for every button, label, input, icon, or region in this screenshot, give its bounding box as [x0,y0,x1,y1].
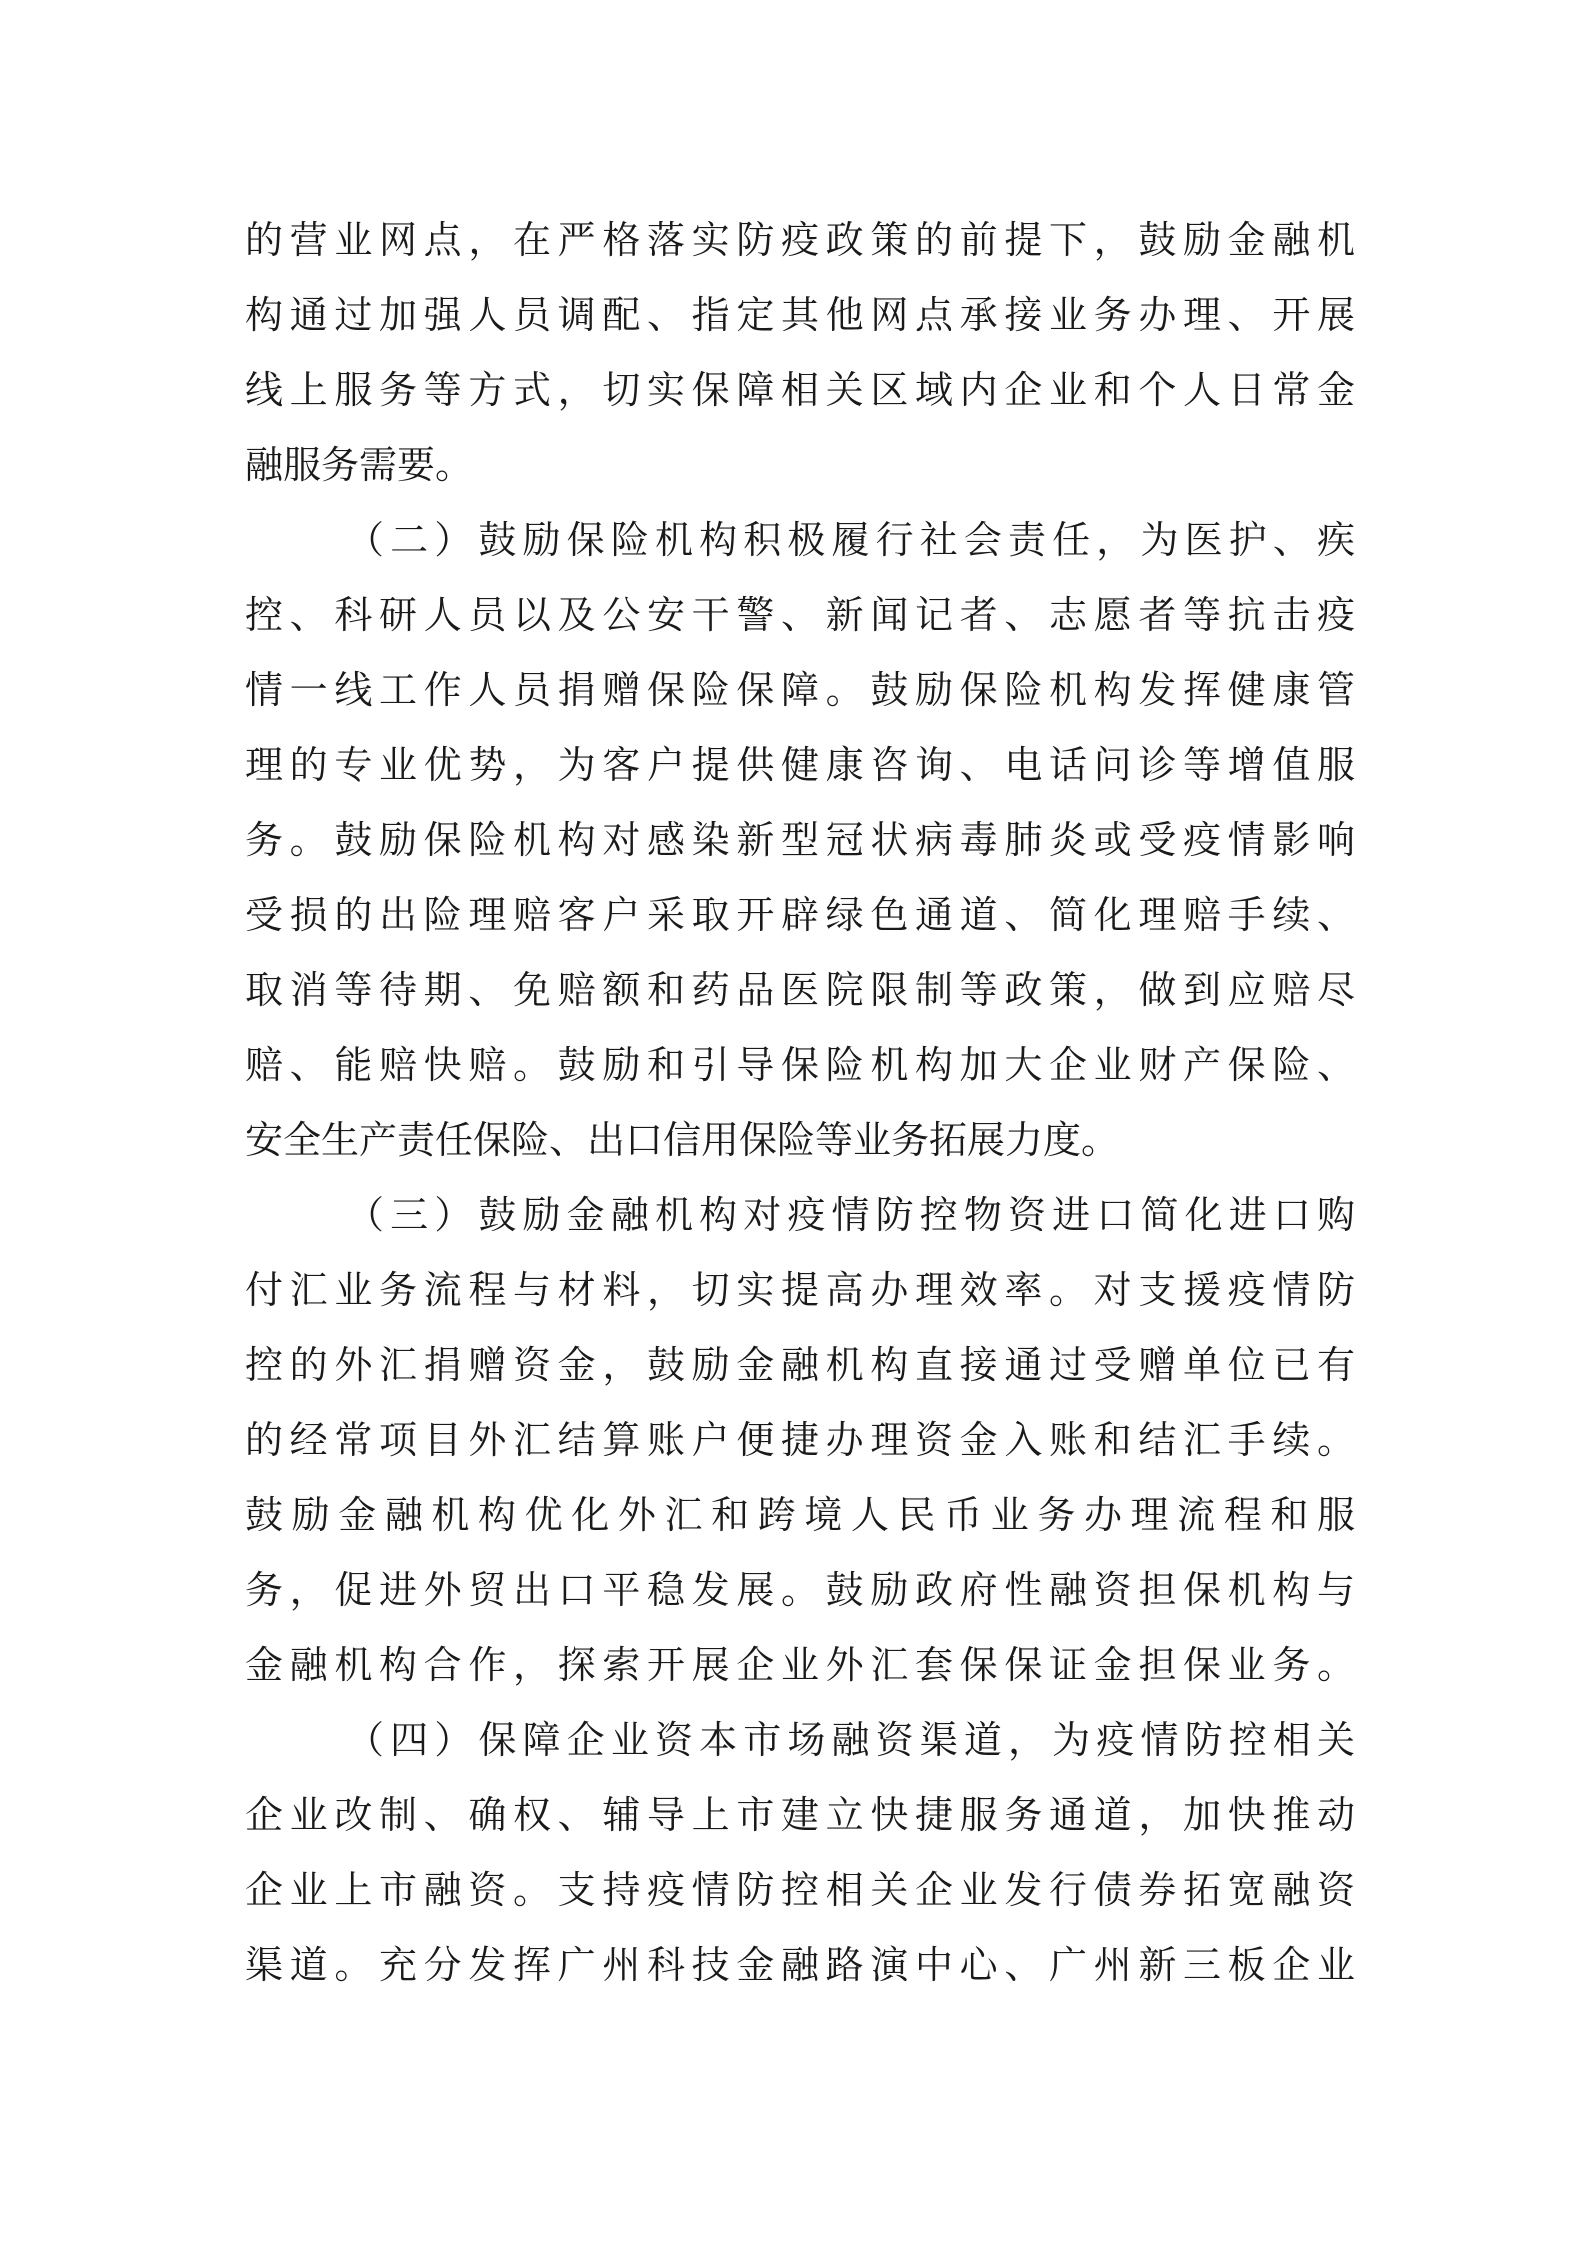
text-line: 务，促进外贸出口平稳发展。鼓励政府性融资担保机构与 [245,1568,1355,1612]
text-line: 金融机构合作，探索开展企业外汇套保保证金担保业务。 [245,1643,1355,1687]
text-line: 的营业网点，在严格落实防疫政策的前提下，鼓励金融机 [245,218,1355,262]
text-line: 安全生产责任保险、出口信用保险等业务拓展力度。 [245,1118,1120,1162]
text-line: 的经常项目外汇结算账户便捷办理资金入账和结汇手续。 [245,1418,1355,1462]
text-line: 控、科研人员以及公安干警、新闻记者、志愿者等抗击疫 [245,593,1355,637]
text-line: （四）保障企业资本市场融资渠道，为疫情防控相关 [346,1718,1355,1762]
text-line: 情一线工作人员捐赠保险保障。鼓励保险机构发挥健康管 [245,668,1355,712]
text-line: 融服务需要。 [245,443,474,487]
text-line: 付汇业务流程与材料，切实提高办理效率。对支援疫情防 [245,1268,1355,1312]
text-line: 赔、能赔快赔。鼓励和引导保险机构加大企业财产保险、 [245,1043,1355,1087]
text-line: 构通过加强人员调配、指定其他网点承接业务办理、开展 [245,293,1355,337]
text-line: 企业上市融资。支持疫情防控相关企业发行债券拓宽融资 [245,1868,1355,1912]
text-line: （三）鼓励金融机构对疫情防控物资进口简化进口购 [346,1193,1355,1237]
text-line: 务。鼓励保险机构对感染新型冠状病毒肺炎或受疫情影响 [245,818,1355,862]
text-line: （二）鼓励保险机构积极履行社会责任，为医护、疾 [346,518,1355,562]
text-line: 控的外汇捐赠资金，鼓励金融机构直接通过受赠单位已有 [245,1343,1355,1387]
text-line: 取消等待期、免赔额和药品医院限制等政策，做到应赔尽 [245,968,1355,1012]
text-line: 渠道。充分发挥广州科技金融路演中心、广州新三板企业 [245,1943,1355,1987]
text-line: 企业改制、确权、辅导上市建立快捷服务通道，加快推动 [245,1793,1355,1837]
text-line: 鼓励金融机构优化外汇和跨境人民币业务办理流程和服 [245,1493,1355,1537]
text-line: 理的专业优势，为客户提供健康咨询、电话问诊等增值服 [245,743,1355,787]
text-line: 线上服务等方式，切实保障相关区域内企业和个人日常金 [245,368,1355,412]
text-line: 受损的出险理赔客户采取开辟绿色通道、简化理赔手续、 [245,893,1355,937]
